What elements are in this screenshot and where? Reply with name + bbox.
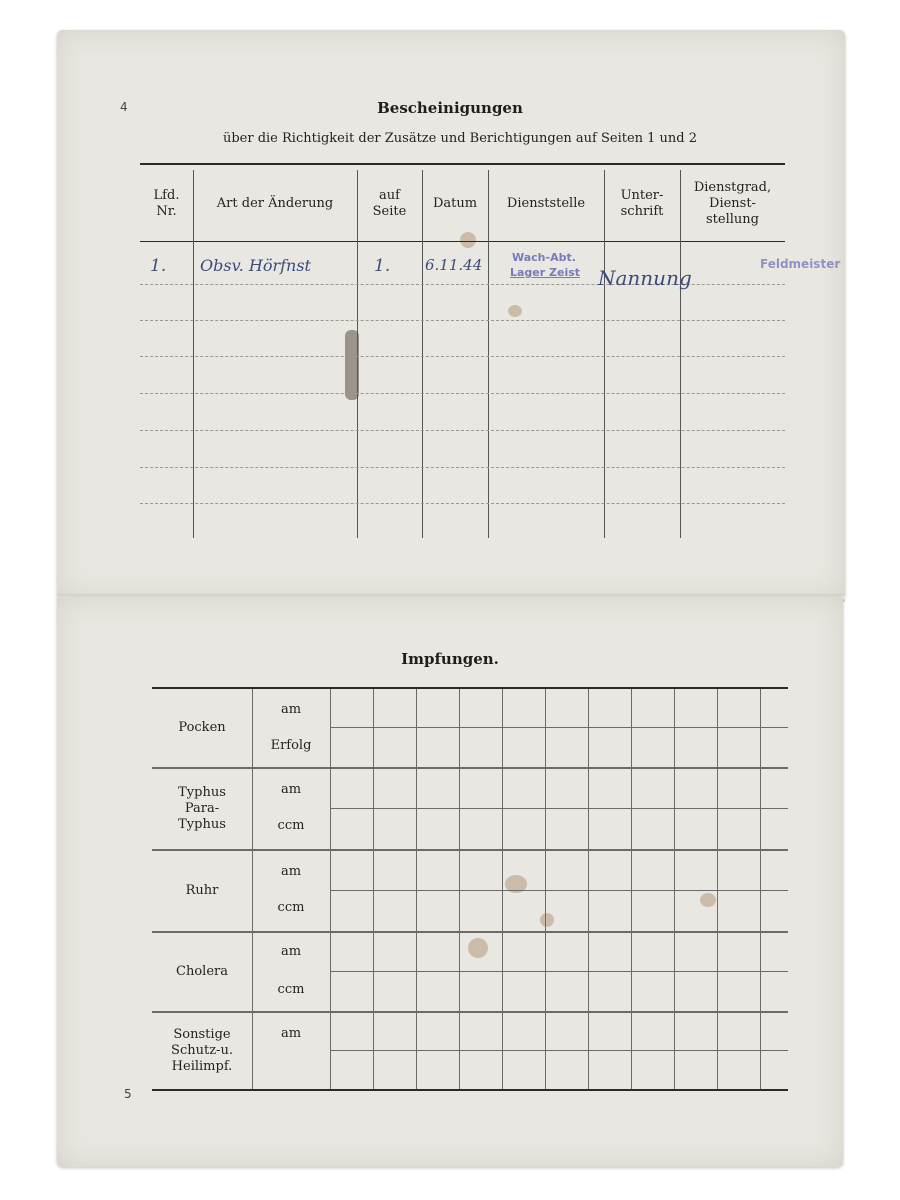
sub-label: am (280, 944, 302, 959)
vaccination-label-ruhr: Ruhr (185, 883, 219, 898)
entry-unterschrift: Nannung (598, 266, 692, 290)
vaccination-label-cholera: Cholera (176, 964, 228, 979)
table-row-line (140, 320, 785, 321)
table-row-line (140, 503, 785, 504)
page-number: 4 (120, 100, 128, 114)
table-header-rule (140, 241, 785, 242)
grid-divider (330, 689, 331, 1089)
dienstgrad-stamp: Feldmeister (760, 257, 841, 271)
column-header-dienststelle: Dienststelle (506, 196, 586, 211)
sub-row-line (330, 1050, 788, 1051)
stain (468, 938, 488, 958)
grid-column-line (502, 689, 503, 1089)
grid-column-line (760, 689, 761, 1089)
grid-column-line (717, 689, 718, 1089)
grid-column-line (631, 689, 632, 1089)
column-header-nr: Lfd. Nr. (153, 188, 180, 219)
entry-datum: 6.11.44 (425, 256, 483, 274)
grid-column-line (674, 689, 675, 1089)
table-row-line (140, 467, 785, 468)
page-title: Bescheinigungen (377, 99, 523, 117)
dienststelle-stamp-line2: Lager Zeist (510, 266, 581, 279)
sub-label: am (280, 782, 302, 797)
grid-column-line (588, 689, 589, 1089)
column-header-datum: Datum (432, 196, 478, 211)
sub-label: ccm (277, 982, 305, 997)
stain (700, 893, 716, 907)
table-row-line (140, 430, 785, 431)
grid-column-line (459, 689, 460, 1089)
vaccination-label-typhus: Typhus Para- Typhus (178, 785, 226, 832)
table-row-line (140, 393, 785, 394)
page-subtitle: über die Richtigkeit der Zusätze und Berichtigungen auf Seiten 1 und 2 (222, 131, 698, 146)
sub-label: Erfolg (270, 738, 312, 753)
stain (508, 305, 522, 317)
table-top-rule (140, 163, 785, 165)
sub-row-line (330, 808, 788, 809)
vaccination-label-pocken: Pocken (178, 720, 226, 735)
grid-column-line (373, 689, 374, 1089)
table-row-line (140, 356, 785, 357)
column-header-dienstgrad: Dienstgrad, Dienst- stellung (693, 180, 772, 227)
entry-nr: 1. (150, 256, 167, 276)
sub-label: am (280, 864, 302, 879)
column-header-unterschrift: Unter- schrift (620, 188, 664, 219)
sub-row-line (330, 890, 788, 891)
sub-label: ccm (277, 900, 305, 915)
sub-label: am (280, 702, 302, 717)
sub-row-line (330, 971, 788, 972)
dienststelle-stamp-line1: Wach-Abt. (512, 251, 576, 264)
column-header-seite: auf Seite (372, 188, 407, 219)
entry-art: Obsv. Hörfnst (200, 256, 311, 275)
sub-row-line (330, 727, 788, 728)
stain (540, 913, 554, 927)
page-number: 5 (124, 1087, 132, 1101)
grid-bottom-rule (152, 1089, 788, 1091)
grid-column-line (416, 689, 417, 1089)
entry-seite: 1. (374, 256, 391, 276)
column-header-art: Art der Änderung (216, 196, 334, 211)
grid-column-line (545, 689, 546, 1089)
page-title: Impfungen. (401, 650, 499, 668)
sub-label: am (280, 1026, 302, 1041)
vaccination-label-sonstige: Sonstige Schutz-u. Heilimpf. (171, 1027, 233, 1074)
sub-label: ccm (277, 818, 305, 833)
